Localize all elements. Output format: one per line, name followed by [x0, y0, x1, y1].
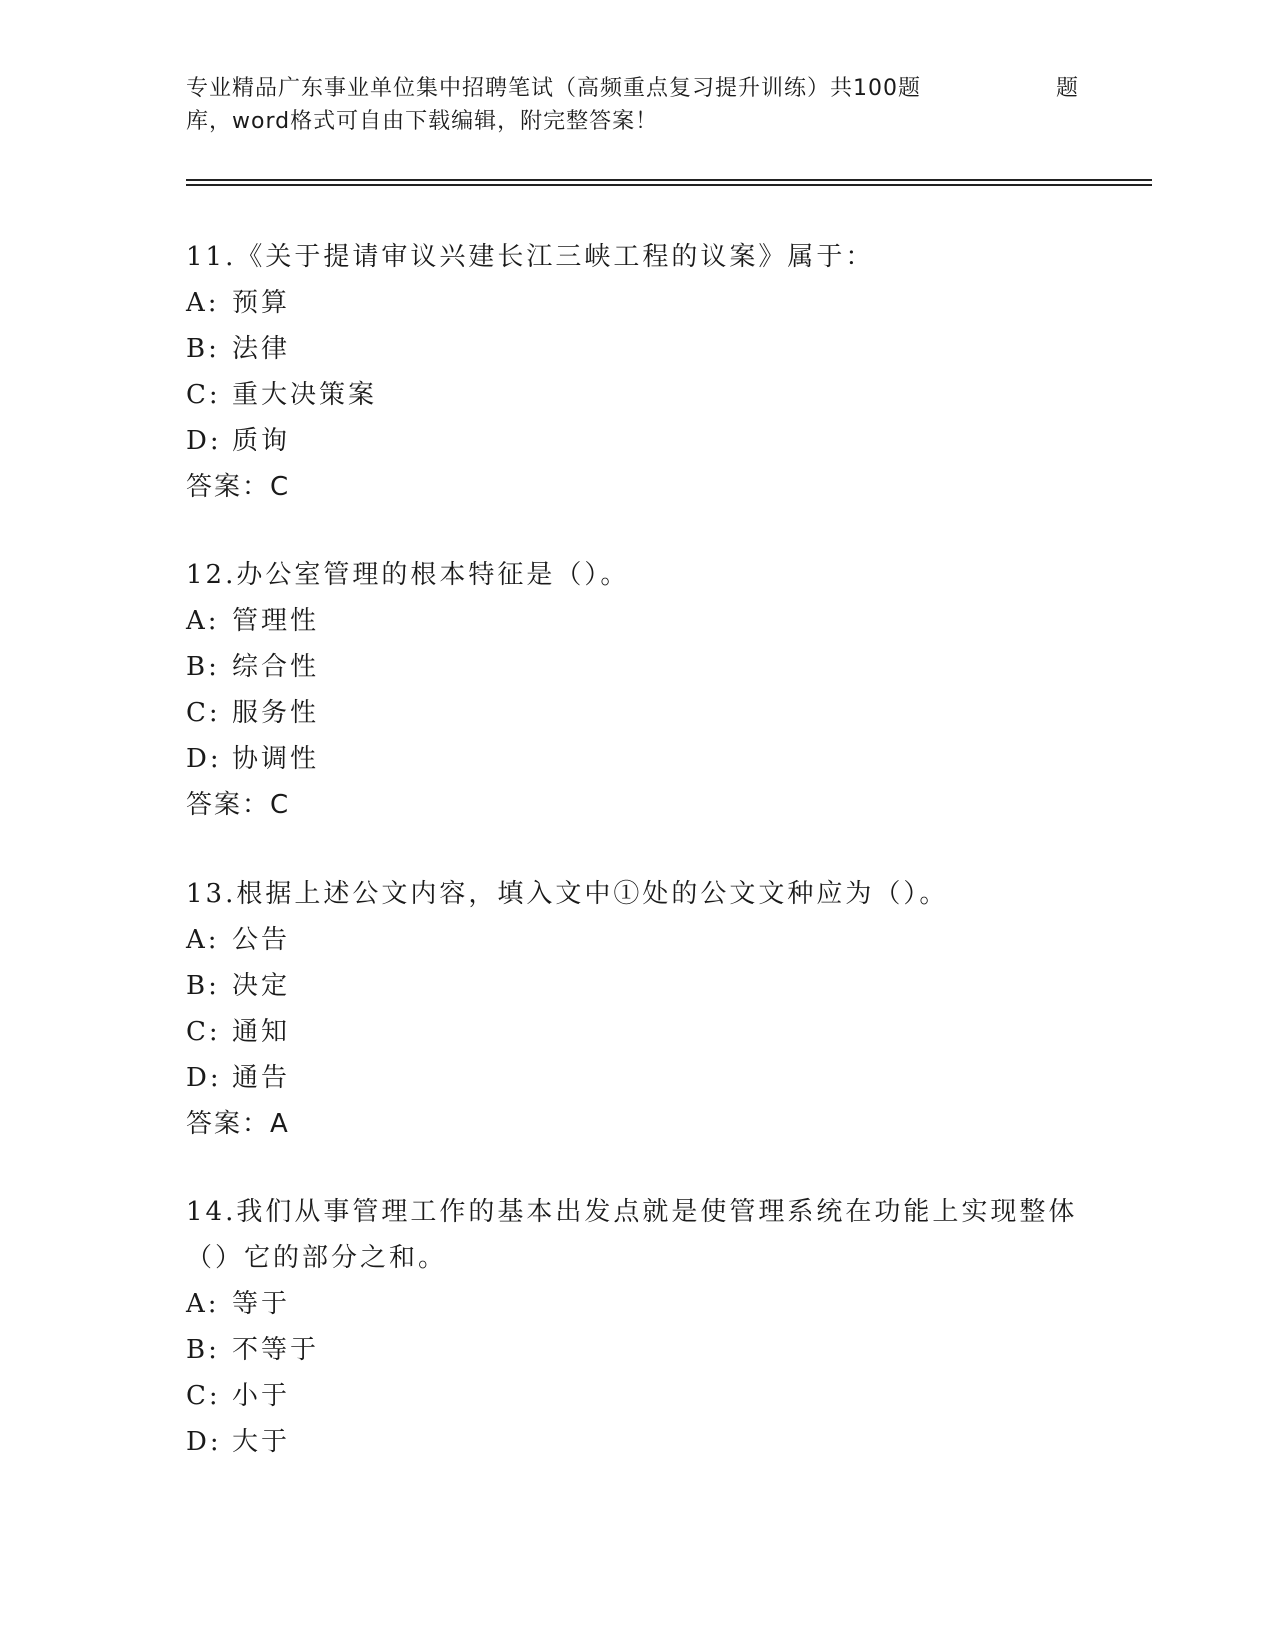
question-text: 11.《关于提请审议兴建长江三峡工程的议案》属于：: [186, 242, 875, 272]
option-c: [186, 690, 1086, 736]
option-letter: A:: [186, 925, 220, 955]
option-text: 重大决策案: [232, 380, 378, 410]
question-14: [186, 1189, 1086, 1465]
option-b: [186, 326, 1086, 372]
option-text: 大于: [232, 1427, 291, 1457]
option-letter: D:: [186, 1063, 222, 1093]
option-letter: B:: [186, 652, 220, 682]
option-text: 等于: [232, 1289, 291, 1319]
option-a: [186, 598, 1086, 644]
option-a: [186, 280, 1086, 326]
option-text: 质询: [232, 426, 291, 456]
option-letter: B:: [186, 971, 220, 1001]
option-b: [186, 963, 1086, 1009]
option-c: [186, 372, 1086, 418]
header-line-1: [186, 72, 1086, 105]
answer-line: 答案：C: [186, 790, 291, 820]
header-divider-top: [186, 179, 1152, 181]
option-text: 通告: [232, 1063, 291, 1093]
option-d: [186, 736, 1086, 782]
header-title-tail: 题: [1056, 76, 1080, 101]
option-d: [186, 1055, 1086, 1101]
option-text: 公告: [232, 925, 291, 955]
header-title: 专业精品广东事业单位集中招聘笔试（高频重点复习提升训练）共100题: [186, 76, 921, 101]
option-text: 综合性: [232, 652, 320, 682]
option-d: [186, 418, 1086, 464]
header-divider-bottom: [186, 184, 1152, 186]
option-a: [186, 917, 1086, 963]
document-header: [186, 72, 1086, 138]
option-c: [186, 1009, 1086, 1055]
answer-line: 答案：A: [186, 1109, 290, 1139]
option-text: 决定: [232, 971, 291, 1001]
option-letter: A:: [186, 606, 220, 636]
question-11: [186, 234, 1086, 510]
option-letter: B:: [186, 334, 220, 364]
option-b: [186, 644, 1086, 690]
question-12: [186, 552, 1086, 828]
question-text: 13.根据上述公文内容，填入文中①处的公文文种应为（）。: [186, 879, 949, 909]
option-text: 协调性: [232, 744, 320, 774]
option-letter: A:: [186, 1289, 220, 1319]
question-13: [186, 871, 1086, 1147]
option-letter: C:: [186, 380, 221, 410]
option-text: 预算: [232, 288, 291, 318]
option-letter: D:: [186, 744, 222, 774]
option-d: [186, 1419, 1086, 1465]
question-text: 12.办公室管理的根本特征是（）。: [186, 560, 630, 590]
option-text: 管理性: [232, 606, 320, 636]
option-letter: C:: [186, 698, 221, 728]
option-letter: A:: [186, 288, 220, 318]
option-text: 通知: [232, 1017, 291, 1047]
option-c: [186, 1373, 1086, 1419]
option-text: 服务性: [232, 698, 320, 728]
option-b: [186, 1327, 1086, 1373]
option-letter: D:: [186, 426, 222, 456]
question-text: 14.我们从事管理工作的基本出发点就是使管理系统在功能上实现整体（）它的部分之和。: [186, 1197, 1078, 1273]
option-letter: D:: [186, 1427, 222, 1457]
option-text: 法律: [232, 334, 291, 364]
option-text: 小于: [232, 1381, 291, 1411]
option-text: 不等于: [232, 1335, 320, 1365]
option-letter: C:: [186, 1017, 221, 1047]
answer-line: 答案：C: [186, 472, 291, 502]
header-line-2: 库，word格式可自由下载编辑，附完整答案！: [186, 109, 659, 134]
option-a: [186, 1281, 1086, 1327]
option-letter: C:: [186, 1381, 221, 1411]
option-letter: B:: [186, 1335, 220, 1365]
